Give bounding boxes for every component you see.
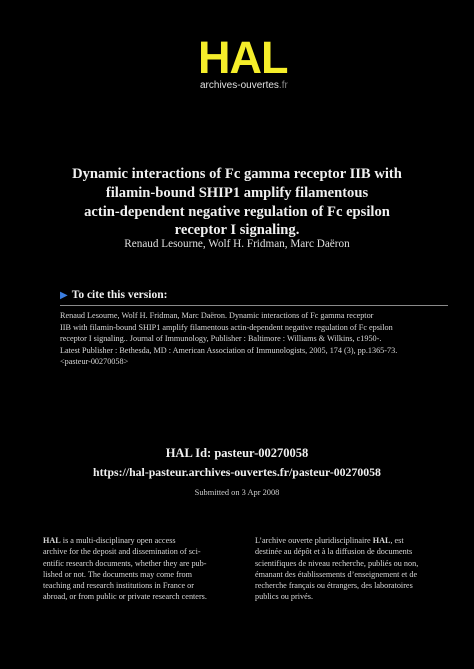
triangle-bullet-icon: ▶ xyxy=(60,290,68,301)
hal-lead: HAL xyxy=(43,536,61,545)
title-line: filamin-bound SHIP1 amplify filamentous xyxy=(105,184,369,201)
hal-lead: HAL xyxy=(372,536,391,545)
citation-line: IIB with filamin-bound SHIP1 amplify filamentous actin-dependent negative regulation of Fc epsilon xyxy=(60,322,393,332)
description-line: recherche français ou étrangers, des laboratoires xyxy=(255,581,413,591)
authors: Renaud Lesourne, Wolf H. Fridman, Marc Daëron xyxy=(124,238,350,250)
citation-line: Renaud Lesourne, Wolf H. Fridman, Marc Daëron. Dynamic interactions of Fc gamma receptor xyxy=(60,311,374,320)
description-text: , est xyxy=(390,536,404,545)
description-line: abroad, or from public or private research centers. xyxy=(43,592,207,602)
logo-subtitle-text: archives-ouvertes xyxy=(200,80,279,91)
title-line: Dynamic interactions of Fc gamma receptor IIB with xyxy=(72,166,402,182)
cite-divider xyxy=(60,305,448,306)
citation-line: Latest Publisher : Bethesda, MD : American Association of Immunologists, 2005, 174 (3), pp.1365-73. xyxy=(60,345,398,355)
description-line: émanant des établissements d’enseignement et de xyxy=(255,569,418,579)
description-line: destinée au dépôt et à la diffusion de documents xyxy=(255,547,413,557)
hal-id: HAL Id: pasteur-00270058 xyxy=(165,446,309,460)
description-french xyxy=(255,535,447,603)
description-line xyxy=(43,535,235,546)
logo-subtitle-suffix: .fr xyxy=(278,80,288,91)
description-text: is a multi-disciplinary open access xyxy=(60,536,176,545)
description-line: publics ou privés. xyxy=(255,592,313,602)
paper-title xyxy=(40,165,434,240)
submission-date: Submitted on 3 Apr 2008 xyxy=(194,488,280,497)
hal-url-link[interactable]: https://hal-pasteur.archives-ouvertes.fr/pasteur-00270058 xyxy=(93,465,381,479)
description-line: archive for the deposit and dissemination of sci- xyxy=(43,547,201,557)
hal-logo-word: HAL xyxy=(198,32,288,83)
hal-logo[interactable] xyxy=(198,32,306,94)
citation-text xyxy=(60,310,448,368)
description-english xyxy=(43,535,235,603)
title-line: receptor I signaling. xyxy=(174,222,300,239)
cite-heading-text: To cite this version: xyxy=(71,289,168,301)
citation-line: <pasteur-00270058> xyxy=(60,357,129,366)
cite-heading xyxy=(60,289,167,301)
description-line: entific research documents, whether they are pub- xyxy=(43,558,207,568)
description-line xyxy=(255,535,447,546)
description-line: scientifiques de niveau recherche, publiés ou non, xyxy=(255,558,419,568)
description-line: lished or not. The documents may come from xyxy=(43,569,193,579)
description-text: L’archive ouverte pluridisciplinaire xyxy=(255,536,373,545)
title-line: actin-dependent negative regulation of Fc epsilon xyxy=(84,203,390,220)
citation-line: receptor I signaling.. Journal of Immunology, Publisher : Baltimore : Williams & Wilkins, c1950-. xyxy=(60,334,382,343)
description-line: teaching and research institutions in France or xyxy=(43,581,194,591)
hal-logo-subtitle xyxy=(200,80,288,91)
